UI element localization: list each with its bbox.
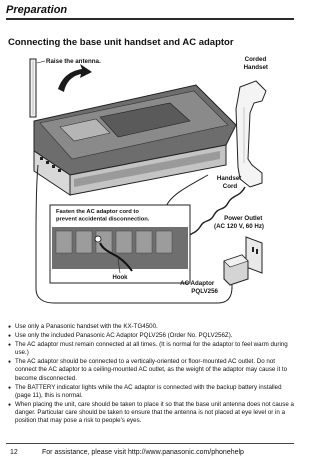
footer-rule [6, 443, 294, 444]
assistance-text: For assistance, please visit http://www.panasonic.com/phonehelp [42, 449, 244, 456]
power-outlet-label-line2: (AC 120 V, 60 Hz) [214, 223, 264, 230]
list-item: ● The AC adaptor must remain connected at all times. (It is normal for the adaptor to feel warm during use.) [8, 341, 294, 357]
connection-figure [0, 47, 300, 307]
base-unit-icon [34, 85, 236, 195]
corded-handset-label-line1: Corded [244, 56, 267, 63]
hook-label: Hook [112, 275, 128, 281]
handset-cord-label-line1: Handset [216, 175, 242, 182]
corded-handset-label-line2: Handset [243, 64, 268, 71]
ac-adaptor-label [180, 280, 218, 295]
handset-cord-label [217, 175, 243, 190]
list-item: ● The BATTERY indicator lights while the AC adaptor is connected with the backup battery installed (page 11), this is normal. [8, 384, 294, 400]
ac-adaptor-label-line1: AC Adaptor [180, 280, 215, 287]
list-item: ● Use only the included Panasonic AC Adaptor PQLV256 (Order No. PQLV256Z). [8, 332, 294, 340]
list-item: ● When placing the unit, care should be taken to place it so that the base unit antenna does not cause a danger. Particular care should be taken to ensure that the antenna is not placed at eye level or in a position that may pose a risk to people's eyes. [8, 401, 294, 425]
corded-handset-icon [236, 81, 266, 187]
inset-caption-line1: Fasten the AC adaptor cord to [56, 209, 139, 215]
raise-antenna-label: Raise the antenna. [46, 58, 101, 65]
page-header [6, 0, 294, 22]
page-footer [6, 440, 294, 462]
inset-caption [56, 209, 150, 223]
power-outlet-label-line1: Power Outlet [224, 215, 263, 222]
header-rule [6, 18, 294, 20]
corded-handset-label [244, 56, 268, 71]
antenna-icon [30, 59, 36, 117]
connection-illustration [0, 47, 300, 307]
header-title: Preparation [6, 4, 68, 16]
section-title: Connecting the base unit handset and AC adaptor [8, 37, 234, 48]
list-item: ● Use only a Panasonic handset with the KX-TG4500. [8, 323, 294, 331]
raise-arrow-icon [58, 64, 92, 92]
ac-adaptor-label-line2: PQLV256 [191, 288, 218, 295]
ac-adaptor-icon [224, 255, 248, 289]
handset-cord-label-line2: Cord [222, 183, 238, 190]
list-item: ● The AC adaptor should be connected to a vertically-oriented or floor-mounted AC outlet. Do not connect the AC adaptor to a ceiling-mounted AC outlet, as the weight of the adaptor may cause it to become disconnected. [8, 358, 294, 382]
page-number: 12 [10, 449, 18, 456]
inset-caption-line2: prevent accidental disconnection. [56, 216, 150, 223]
bullet-list [8, 323, 294, 426]
power-outlet-label [214, 215, 264, 230]
